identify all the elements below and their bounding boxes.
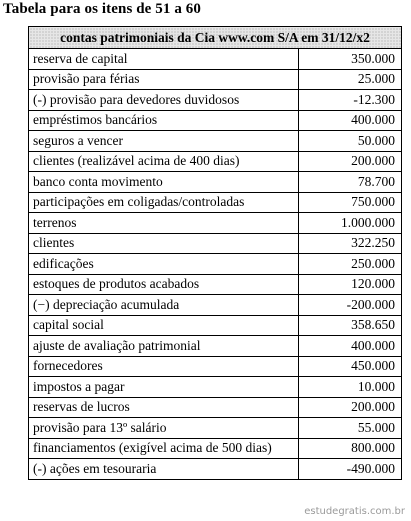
watermark: estudegratis.com.br: [304, 506, 405, 517]
account-value: -12.300: [299, 90, 402, 111]
account-name: clientes: [29, 233, 299, 254]
account-value: 120.000: [299, 274, 402, 295]
table-row: [29, 418, 402, 439]
table-row: [29, 110, 402, 131]
table-row: [29, 315, 402, 336]
account-value: -200.000: [299, 295, 402, 316]
account-name: impostos a pagar: [29, 377, 299, 398]
account-value: 55.000: [299, 418, 402, 439]
account-value: 400.000: [299, 336, 402, 357]
account-name: ajuste de avaliação patrimonial: [29, 336, 299, 357]
account-name: provisão para férias: [29, 69, 299, 90]
account-value: 750.000: [299, 192, 402, 213]
account-name: edificações: [29, 254, 299, 275]
table-row: [29, 213, 402, 234]
table-row: [29, 172, 402, 193]
account-name: financiamentos (exigível acima de 500 dias): [29, 438, 299, 459]
page-title: Tabela para os itens de 51 a 60: [3, 1, 201, 17]
table-row: [29, 254, 402, 275]
account-value: 200.000: [299, 151, 402, 172]
table-row: [29, 397, 402, 418]
accounts-table: [28, 26, 402, 480]
table-body: [29, 49, 402, 480]
table-header-row: [29, 27, 402, 49]
account-name: (-) provisão para devedores duvidosos: [29, 90, 299, 111]
account-value: 358.650: [299, 315, 402, 336]
account-value: 322.250: [299, 233, 402, 254]
account-name: terrenos: [29, 213, 299, 234]
account-value: 25.000: [299, 69, 402, 90]
account-value: 350.000: [299, 49, 402, 70]
table-row: [29, 459, 402, 480]
account-name: participações em coligadas/controladas: [29, 192, 299, 213]
table-row: [29, 131, 402, 152]
account-value: -490.000: [299, 459, 402, 480]
table-row: [29, 274, 402, 295]
table-row: [29, 233, 402, 254]
table-row: [29, 69, 402, 90]
account-value: 200.000: [299, 397, 402, 418]
table-row: [29, 295, 402, 316]
account-name: reserva de capital: [29, 49, 299, 70]
account-name: capital social: [29, 315, 299, 336]
account-name: clientes (realizável acima de 400 dias): [29, 151, 299, 172]
account-value: 78.700: [299, 172, 402, 193]
account-value: 400.000: [299, 110, 402, 131]
account-name: reservas de lucros: [29, 397, 299, 418]
table-row: [29, 377, 402, 398]
account-value: 50.000: [299, 131, 402, 152]
account-name: (−) depreciação acumulada: [29, 295, 299, 316]
account-value: 250.000: [299, 254, 402, 275]
account-value: 1.000.000: [299, 213, 402, 234]
table-row: [29, 438, 402, 459]
account-value: 800.000: [299, 438, 402, 459]
table-row: [29, 90, 402, 111]
table-row: [29, 49, 402, 70]
table-row: [29, 192, 402, 213]
account-name: empréstimos bancários: [29, 110, 299, 131]
account-name: estoques de produtos acabados: [29, 274, 299, 295]
account-value: 450.000: [299, 356, 402, 377]
table-row: [29, 336, 402, 357]
account-name: fornecedores: [29, 356, 299, 377]
account-name: banco conta movimento: [29, 172, 299, 193]
account-name: provisão para 13º salário: [29, 418, 299, 439]
account-name: (-) ações em tesouraria: [29, 459, 299, 480]
accounts-table-container: [28, 26, 401, 480]
account-value: 10.000: [299, 377, 402, 398]
table-row: [29, 151, 402, 172]
table-row: [29, 356, 402, 377]
table-header: contas patrimoniais da Cia www.com S/A em 31/12/x2: [29, 27, 402, 49]
account-name: seguros a vencer: [29, 131, 299, 152]
